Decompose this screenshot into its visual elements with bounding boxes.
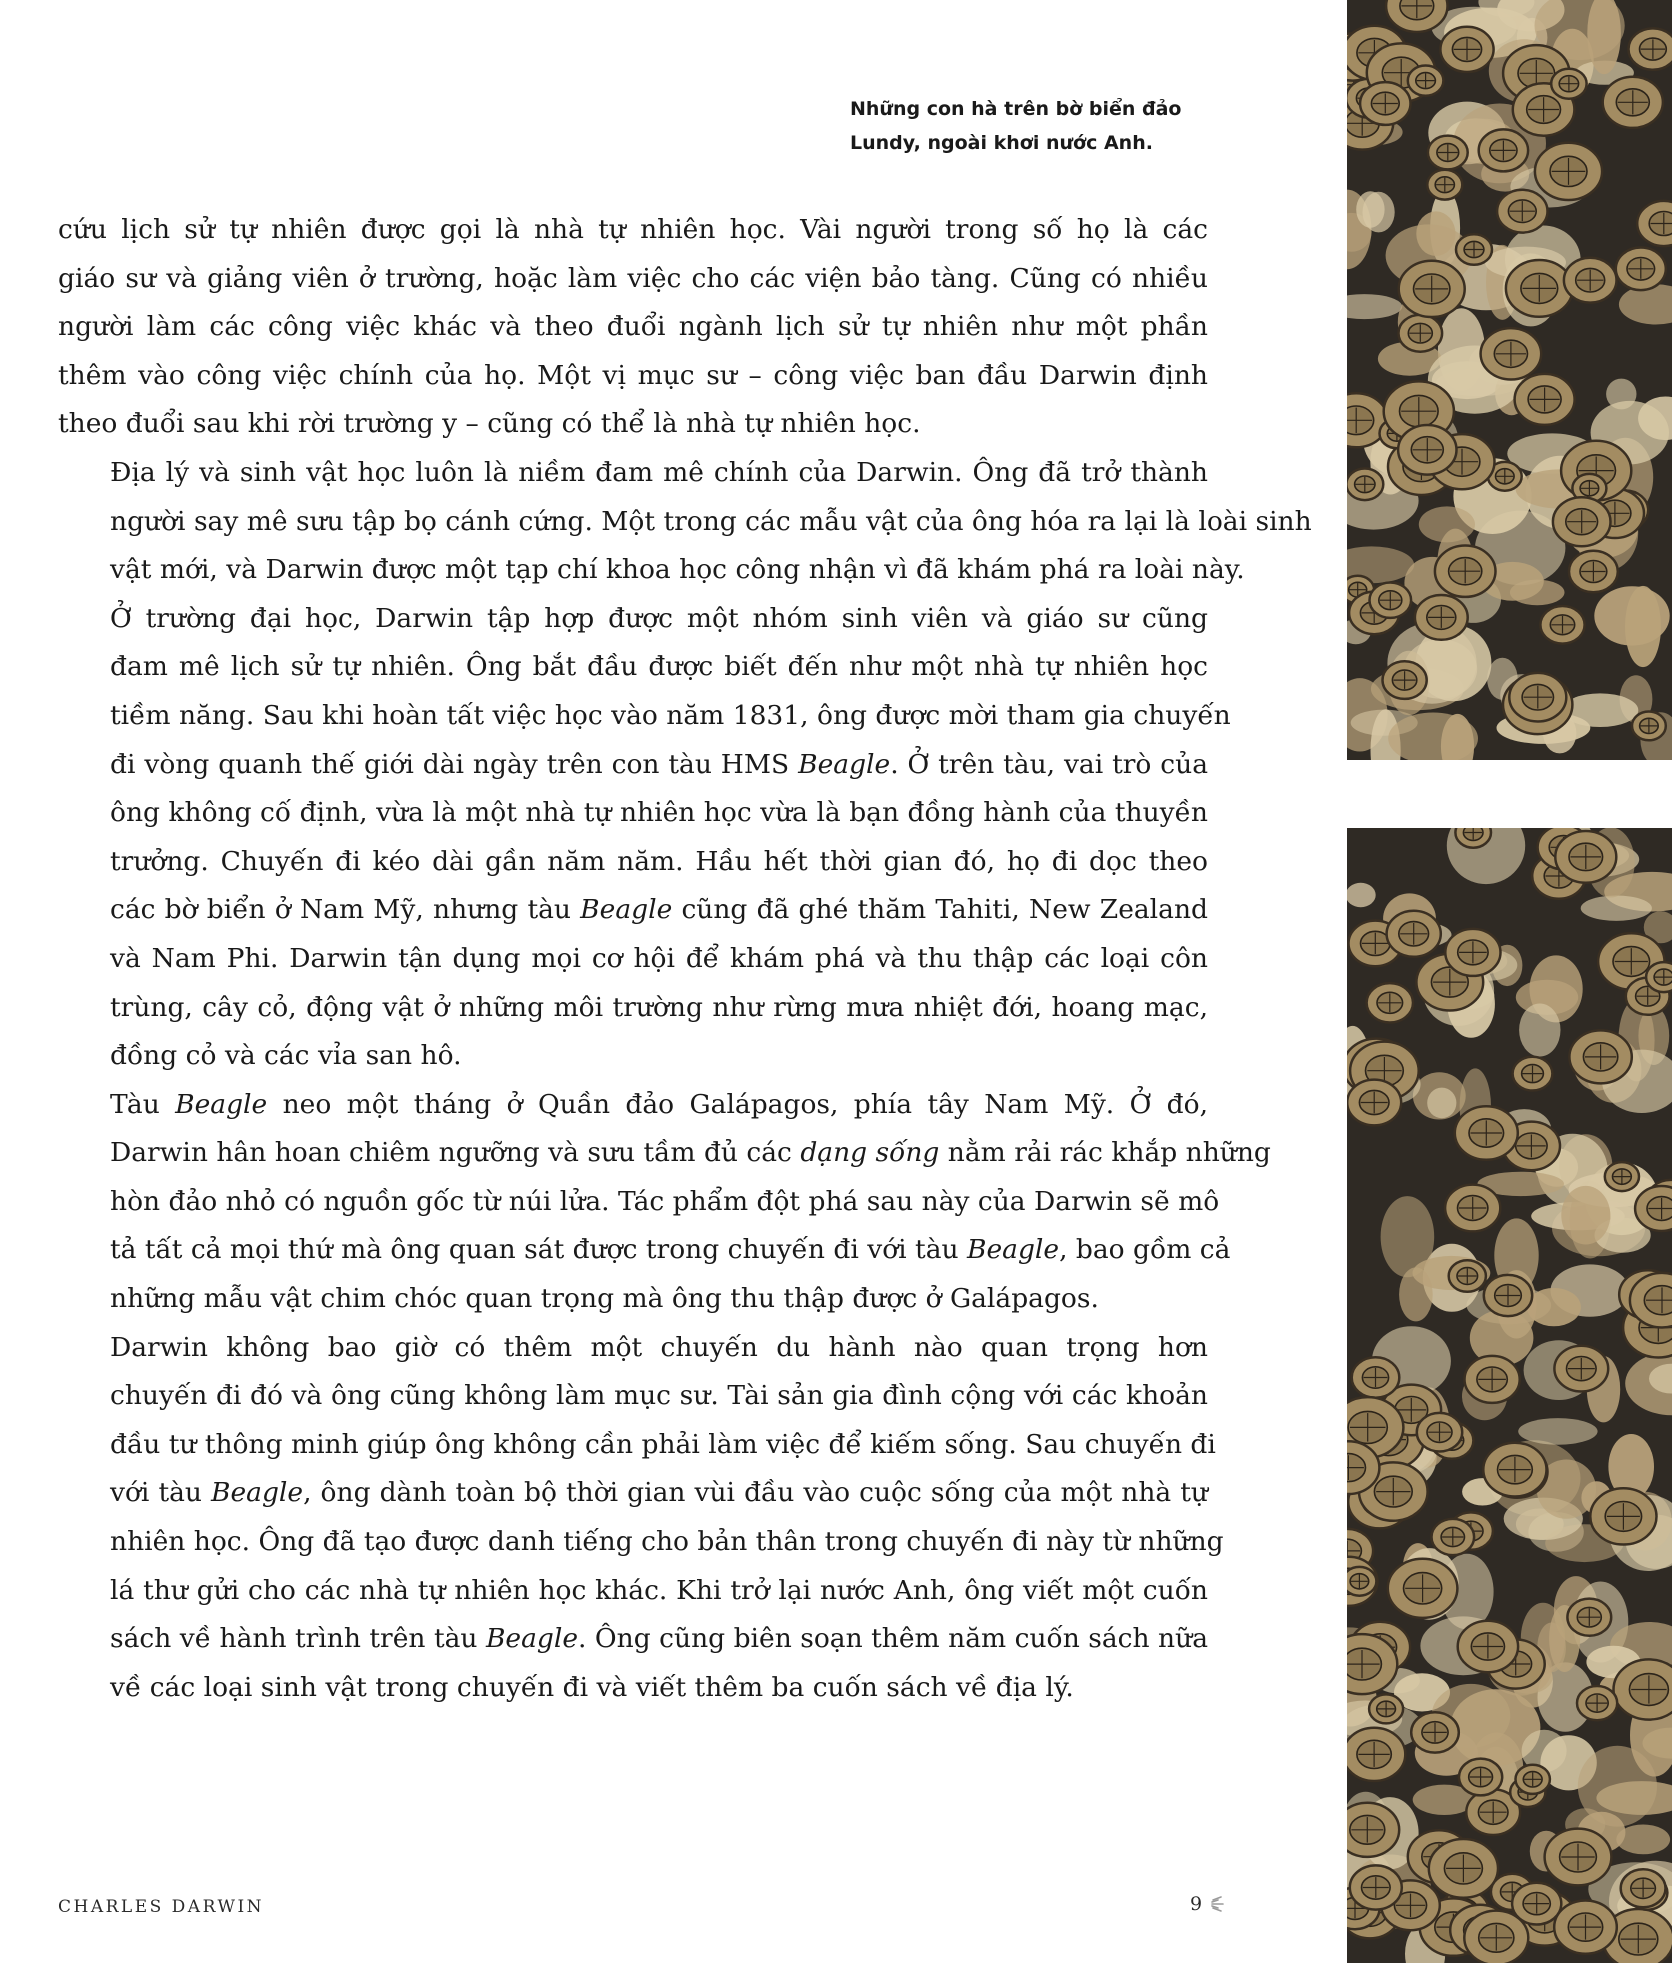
italic-term: Beagle <box>798 748 891 780</box>
text-line: Ở trường đại học, Darwin tập hợp được một nhóm sinh viên và giáo sư cũng <box>110 602 1208 634</box>
text-line: ông không cố định, vừa là một nhà tự nhiên học vừa là bạn đồng hành của thuyền <box>110 797 1208 829</box>
text-line: thêm vào công việc chính của họ. Một vị mục sư – công việc ban đầu Darwin định <box>58 359 1208 391</box>
text-line: cứu lịch sử tự nhiên được gọi là nhà tự nhiên học. Vài người trong số họ là các <box>58 214 1208 245</box>
italic-term: Beagle <box>211 1477 304 1509</box>
text-line: tiềm năng. Sau khi hoàn tất việc học vào năm 1831, ông được mời tham gia chuyến <box>110 699 1231 731</box>
page-number-block <box>1190 1893 1226 1915</box>
text-line: lá thư gửi cho các nhà tự nhiên học khác. Khi trở lại nước Anh, ông viết một cuốn <box>110 1574 1208 1606</box>
text-line: Tàu Beagle neo một tháng ở Quần đảo Galápagos, phía tây Nam Mỹ. Ở đó, <box>110 1088 1209 1120</box>
paragraph <box>58 206 1208 449</box>
running-title: CHARLES DARWIN <box>58 1897 265 1917</box>
ornament-icon <box>1206 1894 1226 1914</box>
text-line: Darwin hân hoan chiêm ngưỡng và sưu tầm đủ các dạng sống nằm rải rác khắp những <box>110 1137 1271 1169</box>
italic-term: Beagle <box>580 894 673 926</box>
text-line: chuyến đi đó và ông cũng không làm mục sư. Tài sản gia đình cộng với các khoản <box>110 1380 1208 1412</box>
text-line: đầu tư thông minh giúp ông không cần phải làm việc để kiếm sống. Sau chuyến đi <box>110 1428 1216 1460</box>
text-line: giáo sư và giảng viên ở trường, hoặc làm việc cho các viện bảo tàng. Cũng có nhiều <box>58 262 1208 294</box>
barnacle-photo-top <box>1347 0 1672 760</box>
photo-caption <box>850 92 1270 160</box>
text-line: với tàu Beagle, ông dành toàn bộ thời gian vùi đầu vào cuộc sống của một nhà tự <box>110 1477 1208 1509</box>
paragraph <box>58 1324 1224 1713</box>
text-line: vật mới, và Darwin được một tạp chí khoa học công nhận vì đã khám phá ra loài này. <box>110 554 1245 586</box>
text-line: theo đuổi sau khi rời trường y – cũng có thể là nhà tự nhiên học. <box>58 408 921 440</box>
italic-term: Beagle <box>966 1234 1060 1266</box>
caption-line: Những con hà trên bờ biển đảo <box>850 98 1182 120</box>
paragraph <box>58 595 1231 1081</box>
text-line: người say mê sưu tập bọ cánh cứng. Một trong các mẫu vật của ông hóa ra lại là loài sinh <box>110 505 1312 537</box>
italic-term: dạng sống <box>800 1137 940 1169</box>
text-line: đồng cỏ và các vỉa san hô. <box>110 1040 462 1072</box>
text-line: hòn đảo nhỏ có nguồn gốc từ núi lửa. Tác phẩm đột phá sau này của Darwin sẽ mô <box>110 1185 1220 1217</box>
text-line: các bờ biển ở Nam Mỹ, nhưng tàu Beagle cũng đã ghé thăm Tahiti, New Zealand <box>110 894 1208 926</box>
text-line: về các loại sinh vật trong chuyến đi và viết thêm ba cuốn sách về địa lý. <box>110 1671 1074 1703</box>
text-line: tả tất cả mọi thứ mà ông quan sát được trong chuyến đi với tàu Beagle, bao gồm cả <box>110 1234 1231 1266</box>
barnacle-photo-bottom <box>1347 828 1672 1963</box>
body-text <box>58 206 1312 1712</box>
text-line: sách về hành trình trên tàu Beagle. Ông cũng biên soạn thêm năm cuốn sách nữa <box>110 1623 1208 1655</box>
text-line: những mẫu vật chim chóc quan trọng mà ông thu thập được ở Galápagos. <box>110 1283 1099 1315</box>
italic-term: Beagle <box>485 1623 579 1655</box>
text-line: người làm các công việc khác và theo đuổi ngành lịch sử tự nhiên như một phần <box>58 311 1208 343</box>
page-number: 9 <box>1190 1893 1203 1915</box>
text-line: trùng, cây cỏ, động vật ở những môi trường như rừng mưa nhiệt đới, hoang mạc, <box>110 991 1208 1023</box>
paragraph <box>58 449 1312 595</box>
text-line: Darwin không bao giờ có thêm một chuyến du hành nào quan trọng hơn <box>110 1331 1208 1363</box>
text-line: trưởng. Chuyến đi kéo dài gần năm năm. Hầu hết thời gian đó, họ đi dọc theo <box>110 845 1208 877</box>
text-line: nhiên học. Ông đã tạo được danh tiếng cho bản thân trong chuyến đi này từ những <box>110 1526 1224 1558</box>
caption-line: Lundy, ngoài khơi nước Anh. <box>850 132 1153 154</box>
italic-term: Beagle <box>175 1088 268 1120</box>
text-line: đam mê lịch sử tự nhiên. Ông bắt đầu được biết đến như một nhà tự nhiên học <box>110 651 1208 683</box>
text-line: đi vòng quanh thế giới dài ngày trên con tàu HMS Beagle. Ở trên tàu, vai trò của <box>110 748 1209 780</box>
paragraph <box>58 1081 1271 1324</box>
text-line: và Nam Phi. Darwin tận dụng mọi cơ hội để khám phá và thu thập các loại côn <box>110 942 1208 974</box>
text-line: Địa lý và sinh vật học luôn là niềm đam mê chính của Darwin. Ông đã trở thành <box>110 456 1208 488</box>
